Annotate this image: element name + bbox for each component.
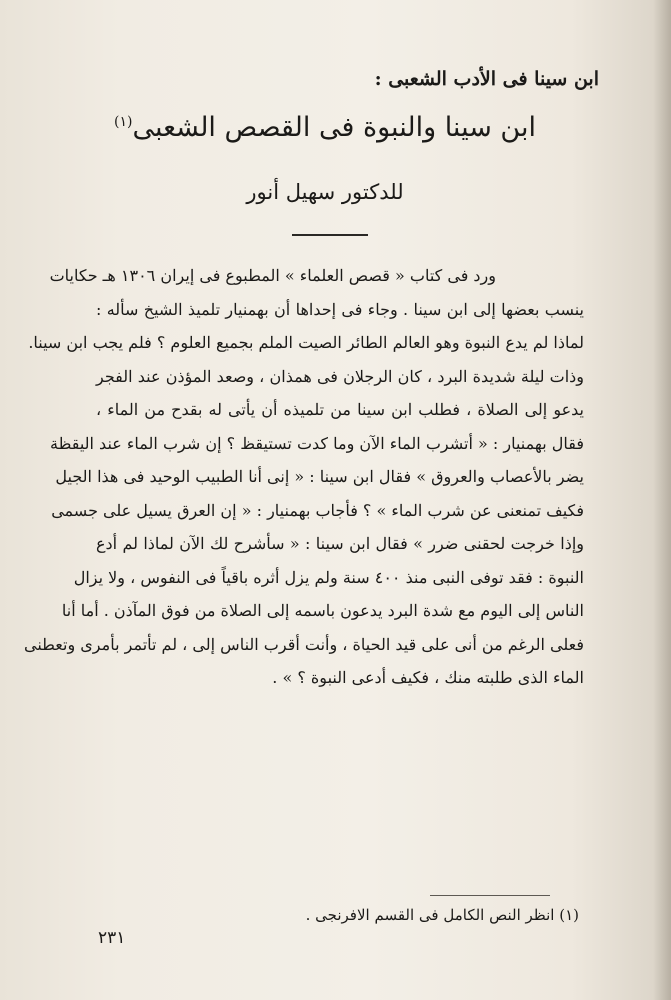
body-line: ينسب بعضها إلى ابن سينا . وجاء فى إحداها أن بهمنيار تلميذ الشيخ سأله : [96, 299, 584, 319]
title-divider [292, 234, 368, 236]
footnote-divider [430, 895, 550, 896]
title-footnote-marker: (١) [113, 114, 133, 130]
body-line: يضر بالأعصاب والعروق » فقال ابن سينا : « إنى أنا الطبيب الوحيد فى هذا الجيل [55, 467, 584, 486]
page-number: ٢٣١ [98, 928, 126, 948]
body-line: فقال بهمنيار : « أتشرب الماء الآن وما كدت تستيقظ ؟ إن شرب الماء عند اليقظة [50, 433, 584, 453]
body-line: الناس إلى اليوم مع شدة البرد يدعون باسمه إلى الصلاة من فوق المآذن . أما أنا [61, 601, 584, 620]
body-line: ورد فى كتاب « قصص العلماء » المطبوع فى إيران ١٣٠٦ هـ حكايات [49, 266, 496, 285]
body-line: النبوة : فقد توفى النبى منذ ٤٠٠ سنة ولم يزل أثره باقياً فى النفوس ، ولا يزال [73, 567, 584, 587]
body-line: لماذا لم يدع النبوة وهو العالم الطائر الصيت الملم بجميع العلوم ؟ فلم يجب ابن سينا. [28, 333, 584, 352]
body-line: يدعو إلى الصلاة ، فطلب ابن سينا من تلميذه أن يأتى له بقدح من الماء ، [96, 400, 584, 419]
article-body [24, 259, 584, 695]
article-title: ابن سينا والنبوة فى القصص الشعبى [132, 112, 537, 143]
body-line: فكيف تمنعنى عن شرب الماء » ؟ فأجاب بهمنيار : « إن العرق يسيل على جسمى [51, 500, 584, 520]
footnote: (١) انظر النص الكامل فى القسم الافرنجى . [305, 906, 579, 924]
body-line: الماء الذى طلبته منك ، فكيف أدعى النبوة ؟ » . [272, 668, 584, 687]
body-line: وإذا خرجت لحقنى ضرر » فقال ابن سينا : « سأشرح لك الآن لماذا لم أدع [96, 534, 584, 553]
article-title-block [90, 112, 560, 143]
body-line: فعلى الرغم من أنى على قيد الحياة ، وأنت أقرب الناس إلى ، لم تأتمر بأمرى وتعطنى [24, 634, 584, 654]
author-byline: للدكتور سهيل أنور [246, 180, 404, 204]
page-edge-shadow [653, 0, 671, 1000]
body-line: وذات ليلة شديدة البرد ، كان الرجلان فى همذان ، وصعد المؤذن عند الفجر [96, 366, 584, 386]
section-heading: ابن سينا فى الأدب الشعبى : [374, 68, 599, 90]
